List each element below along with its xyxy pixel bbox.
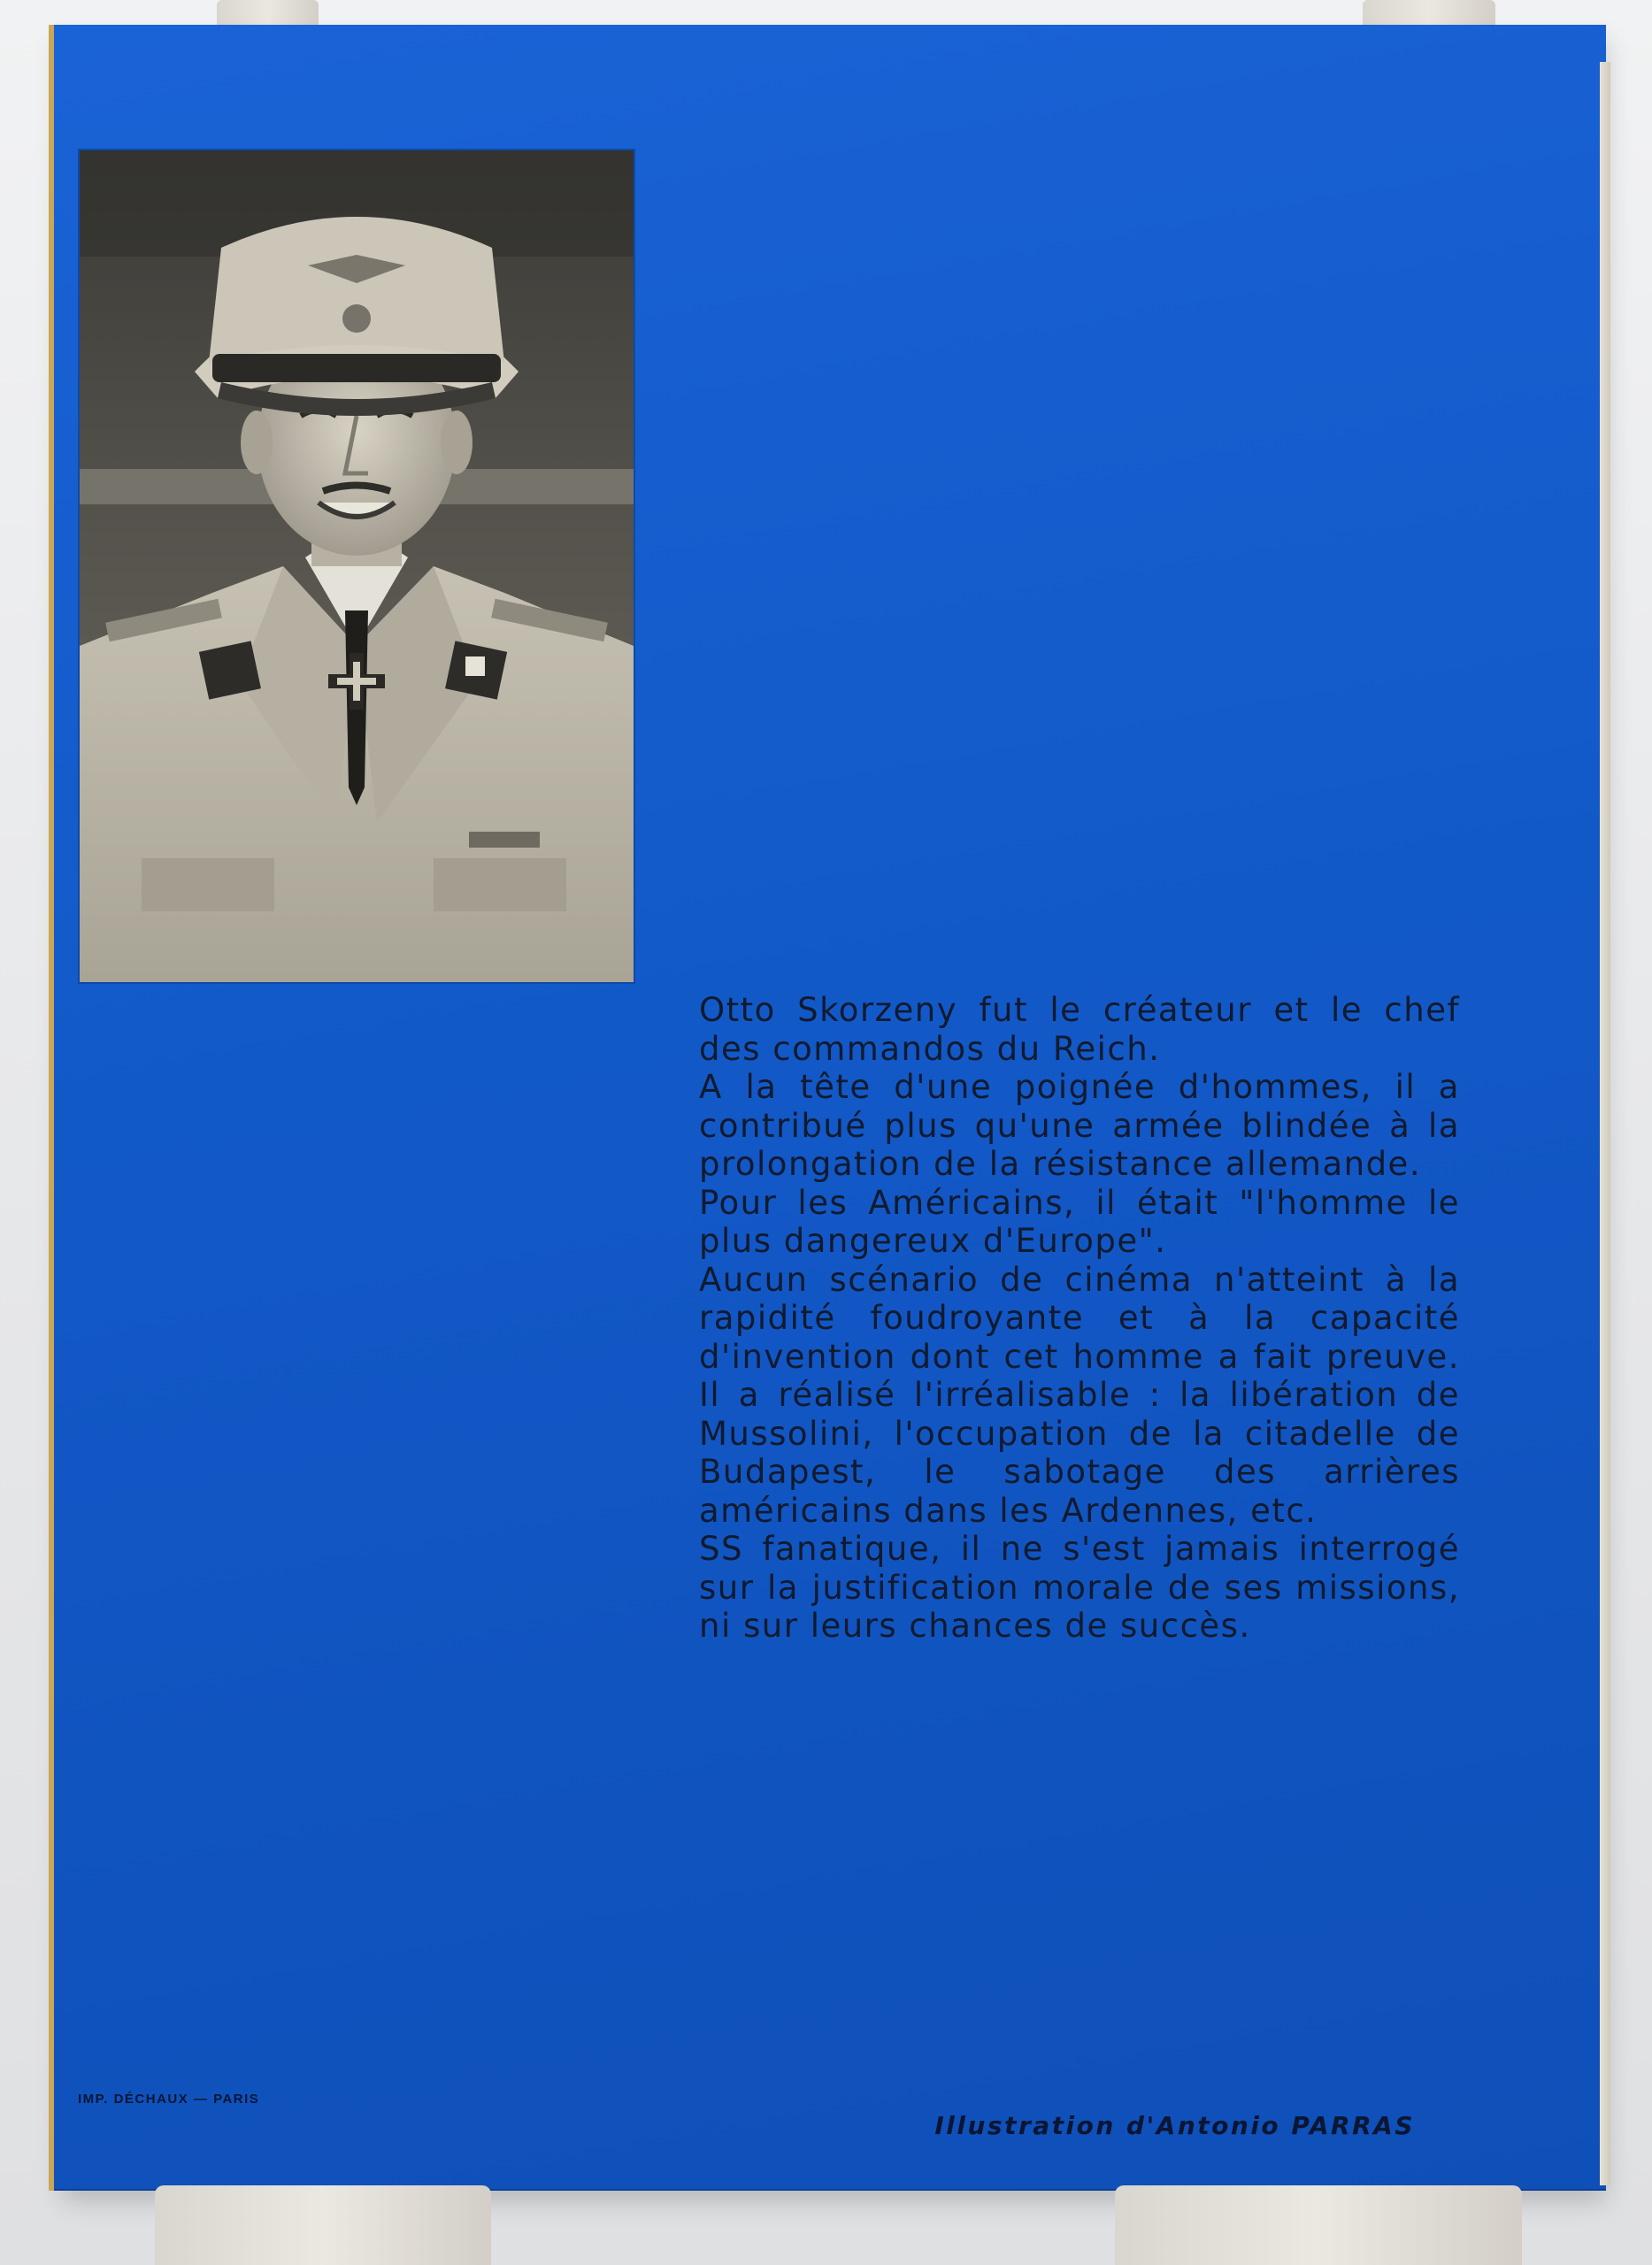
blurb-paragraph: A la tête d'une poignée d'hommes, il a contribué plus qu'une armée blindée à la prolongation de la résistance allemande.	[699, 1068, 1460, 1183]
book-stand-bottom-left	[155, 2185, 491, 2265]
blurb-paragraph: Otto Skorzeny fut le créateur et le chef des commandos du Reich.	[699, 991, 1460, 1068]
printer-imprint: IMP. DÉCHAUX — PARIS	[78, 2092, 260, 2107]
blurb-paragraph: Aucun scénario de cinéma n'atteint à la rapidité foudroyante et à la capacité d'invention dont cet homme a fait preuve. Il a réalisé l'irréalisable : la libération de Mussolini, l'occupation de la citadelle de Budapest, le sabotage des arrières américains dans les Ardennes, etc.	[699, 1260, 1460, 1530]
portrait-image	[80, 150, 634, 982]
blurb-paragraph: Pour les Américains, il était "l'homme le plus dangereux d'Europe".	[699, 1183, 1460, 1260]
book-stand-bottom-right	[1115, 2185, 1522, 2265]
book-page-edge	[1600, 62, 1610, 2185]
back-cover-blurb	[699, 991, 1460, 1646]
illustration-credit: Illustration d'Antonio PARRAS	[934, 2111, 1415, 2140]
blurb-paragraph: SS fanatique, il ne s'est jamais interrogé sur la justification morale de ses missions, ni sur leurs chances de succès.	[699, 1530, 1460, 1645]
author-portrait-photo	[80, 150, 634, 982]
